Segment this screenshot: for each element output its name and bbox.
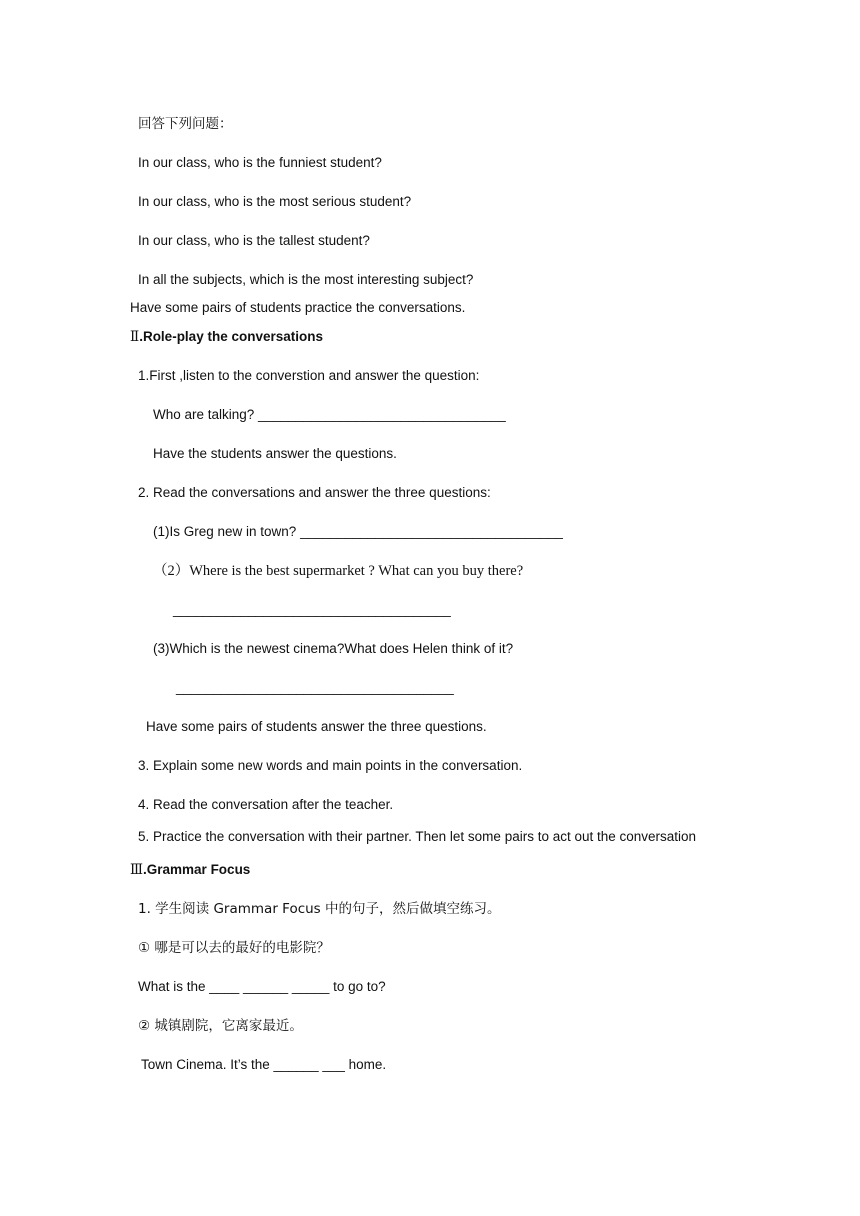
question-tallest: In our class, who is the tallest student? [138, 233, 370, 248]
question-interesting-subject: In all the subjects, which is the most interesting subject? [138, 272, 474, 287]
step-practice: 5. Practice the conversation with their partner. Then let some pairs to act out the conversation [138, 829, 697, 844]
intro-instruction: 回答下列问题： [138, 116, 233, 132]
answer-blank-cinema: _____________________________________ [176, 680, 454, 695]
question-most-serious: In our class, who is the most serious student? [138, 194, 412, 209]
step-read-after-teacher: 4. Read the conversation after the teacher. [138, 797, 394, 812]
grammar-item2-chinese: ② 城镇剧院，它离家最近。 [138, 1018, 303, 1034]
grammar-item1-chinese: ① 哪是可以去的最好的电影院？ [138, 940, 330, 956]
step-read-conversations: 2. Read the conversations and answer the three questions: [138, 485, 491, 500]
grammar-item1-english: What is the ____ ______ _____ to go to? [138, 979, 386, 994]
section-title: .Grammar Focus [143, 862, 251, 877]
question-who-talking: Who are talking? _________________________________ [153, 407, 506, 422]
section-heading-grammar [130, 861, 250, 879]
section-numeral: Ⅲ [130, 862, 144, 878]
step-explain: 3. Explain some new words and main points in the conversation. [138, 758, 523, 773]
have-students-answer: Have the students answer the questions. [153, 446, 397, 461]
section-heading-role-play [130, 328, 323, 346]
section-title: .Role-play the conversations [139, 329, 323, 344]
grammar-step-instruction: 1. 学生阅读 Grammar Focus 中的句子，然后做填空练习。 [138, 901, 501, 917]
answer-blank-supermarket: _____________________________________ [173, 602, 451, 617]
pairs-practice-line: Have some pairs of students practice the conversations. [130, 300, 466, 315]
question-funniest: In our class, who is the funniest student? [138, 155, 382, 170]
step-listen: 1.First ,listen to the converstion and answer the question: [138, 368, 480, 383]
question-supermarket: （2）Where is the best supermarket ? What can you buy there? [153, 563, 524, 579]
grammar-item2-english: Town Cinema. It’s the ______ ___ home. [141, 1057, 387, 1072]
section-numeral: Ⅱ [130, 329, 140, 345]
pairs-answer-line: Have some pairs of students answer the three questions. [146, 719, 487, 734]
question-greg: (1)Is Greg new in town? ___________________________________ [153, 524, 563, 539]
question-cinema: (3)Which is the newest cinema?What does Helen think of it? [153, 641, 514, 656]
